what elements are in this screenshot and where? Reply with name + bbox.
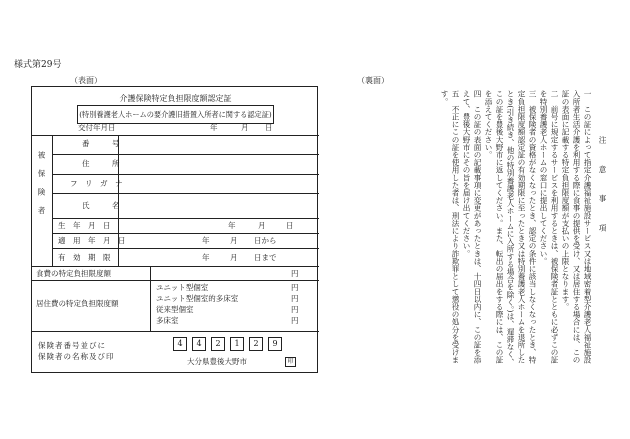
certificate-front: [31, 86, 318, 373]
note-item: 四 この証の表面の記載事項に変更があったときは、十四日以内に、この証を添えて、豊後大野市にその旨を届け出てください。: [462, 90, 482, 364]
residence-item: ユニット型個室: [156, 283, 209, 292]
insurer-number-digit: 1: [230, 337, 244, 351]
divider: [32, 135, 319, 136]
birth-month: 月: [258, 221, 266, 230]
issue-year: 年: [210, 123, 218, 132]
furigana-label: フ リ ガ ナ: [70, 179, 123, 188]
residence-cost-label: 居住費の特定負担限度額: [36, 299, 119, 308]
applied-month: 月: [230, 236, 238, 245]
divider: [52, 174, 319, 175]
residence-yen: 円: [291, 294, 299, 303]
divider: [52, 135, 53, 266]
seal-mark: 印: [285, 357, 296, 367]
insurer-number-digit: 4: [192, 337, 206, 351]
issue-date-label: 交付年月日: [78, 123, 116, 132]
back-label: （裏面）: [357, 76, 389, 85]
note-item: 三 被保険者の資格がなくなったとき、認定の条件に該当しなくなったとき、特定負担限度額認定証の有効期限に至ったとき又は特別養護老人ホームを退所したとき(引き続き、他の特別養護老人ホームに入所する場合を除く。)は、遅滞なく、この証を豊後大野市に返してください。また、転出の届出をする際には、この証を添えてください。: [484, 90, 537, 366]
expiry-day: 日まで: [254, 253, 277, 262]
residence-item: 多床室: [156, 316, 179, 325]
divider: [52, 233, 319, 234]
divider: [150, 266, 151, 331]
expiry-label: 有 効 期 限: [58, 253, 111, 262]
applied-date-label: 適 用 年 月 日: [58, 236, 126, 245]
divider: [52, 193, 319, 194]
issue-month: 月: [241, 123, 249, 132]
birth-year: 年: [228, 221, 236, 230]
residence-item: ユニット型個室的多床室: [156, 294, 239, 303]
insurer-label-line2: 保険者の名称及び印: [38, 352, 115, 361]
note-item: 五 不正にこの証を使用した者は、刑法により詐欺罪として懲役の処分を受けます。: [440, 90, 460, 364]
insurer-number-digit: 9: [268, 337, 282, 351]
certificate-subtitle: (特別養護老人ホームの要介護旧措置入所者に関する認定証): [77, 105, 274, 124]
front-label: （表面）: [70, 76, 102, 85]
food-cost-label: 食費の特定負担限度額: [36, 269, 111, 278]
notes-heading: 注 意 事 項: [598, 135, 607, 238]
residence-item: 従来型個室: [156, 305, 194, 314]
note-item: 一 この証によって指定介護福祉施設サービス又は地域密着型介護老人福祉施設入所者生活介護を利用する際に食事の提供を受け、又は居住する場合には、この証の表面に記載する特定負担限度額が支払いの上限となります。: [561, 90, 592, 364]
residence-yen: 円: [291, 316, 299, 325]
insurer-label-line1: 保険者番号並びに: [38, 341, 106, 350]
divider: [52, 248, 319, 249]
expiry-month: 月: [230, 253, 238, 262]
insurer-name: 大分県豊後大野市: [187, 357, 247, 366]
residence-yen: 円: [291, 283, 299, 292]
applied-day: 日から: [254, 236, 277, 245]
form-number: 様式第29号: [14, 60, 62, 70]
note-item: 二 前号に規定するサービスを利用するときは、被保険者証とともに必ずこの証を特別養護老人ホームの窓口に提出してください。: [539, 90, 559, 364]
insurer-number-digit: 4: [173, 337, 187, 351]
insured-label: 被保険者: [37, 151, 46, 225]
food-yen: 円: [291, 269, 299, 278]
divider: [32, 280, 319, 281]
insurer-number-digit: 2: [211, 337, 225, 351]
divider: [32, 331, 319, 332]
residence-yen: 円: [291, 305, 299, 314]
issue-day: 日: [265, 123, 273, 132]
certificate-title: 介護保険特定負担限度額認定証: [119, 94, 232, 103]
divider: [52, 154, 319, 155]
address-label: 住 所: [82, 159, 120, 168]
expiry-year: 年: [202, 253, 210, 262]
number-label: 番 号: [82, 139, 120, 148]
divider: [52, 218, 319, 219]
name-label: 氏 名: [82, 201, 120, 210]
birth-date-label: 生 年 月 日: [58, 221, 111, 230]
insurer-number-digit: 2: [249, 337, 263, 351]
divider: [32, 266, 319, 267]
certificate-back-notes: [368, 90, 608, 370]
birth-day: 日: [286, 221, 294, 230]
applied-year: 年: [202, 236, 210, 245]
